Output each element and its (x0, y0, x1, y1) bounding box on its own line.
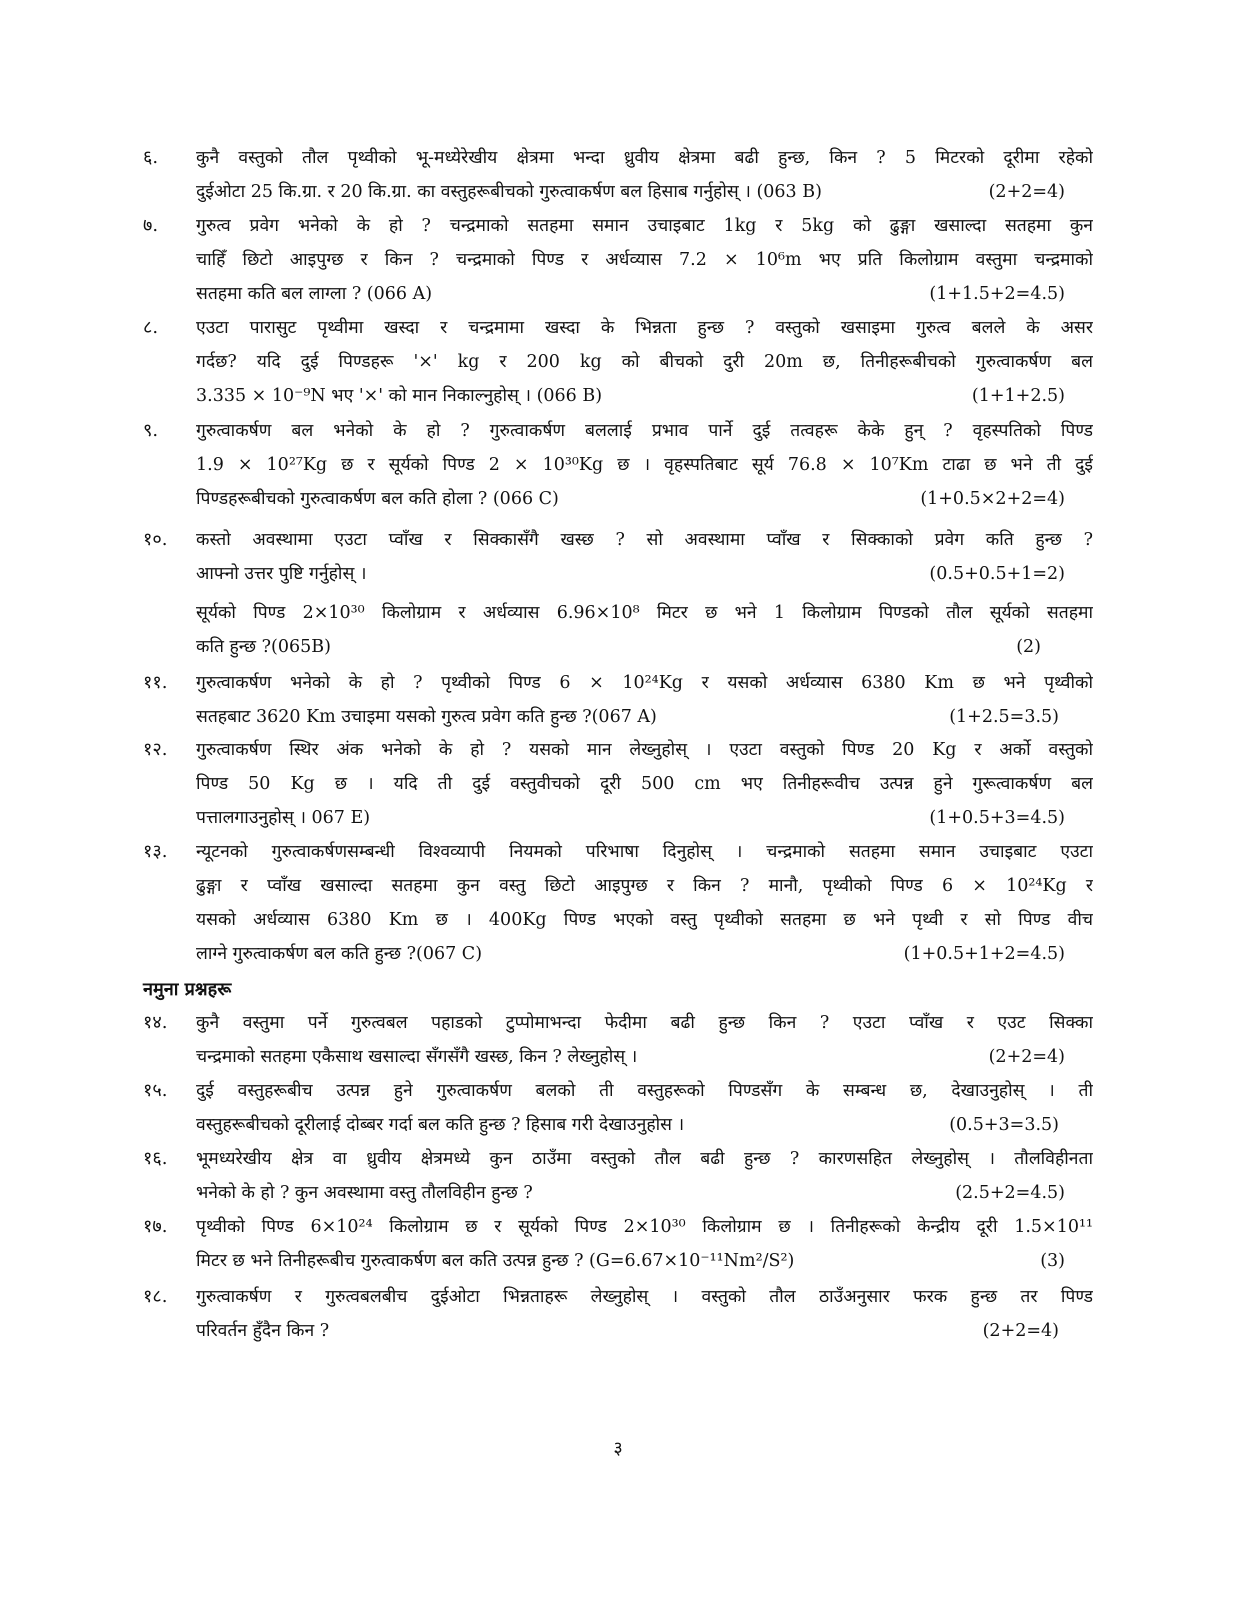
question-number: १४. (143, 1012, 168, 1033)
question-line: ढुङ्गा र प्वाँख खसाल्दा सतहमा कुन वस्तु छिटो आइपुग्छ र किन ? मानौ, पृथ्वीको पिण्ड 6 × 10²⁴Kg र (196, 876, 1093, 896)
section-heading: नमुना प्रश्नहरू (143, 979, 232, 1000)
marks-label: (1+0.5×2+2=4) (914, 482, 1065, 516)
question-line: सतहबाट 3620 Km उचाइमा यसको गुरुत्व प्रवेग कति हुन्छ ?(067 A) (196, 707, 657, 727)
question-number: १३. (143, 841, 168, 862)
question-line: भनेको के हो ? कुन अवस्थामा वस्तु तौलविहीन हुन्छ ? (196, 1183, 533, 1203)
question-number: ९. (143, 420, 159, 441)
question-number: ११. (143, 672, 168, 693)
question-line: वस्तुहरूबीचको दूरीलाई दोब्बर गर्दा बल कति हुन्छ ? हिसाब गरी देखाउनुहोस । (196, 1115, 685, 1135)
marks-label: (2.5+2=4.5) (949, 1176, 1065, 1210)
question-line: कुनै वस्तुको तौल पृथ्वीको भू-मध्येरेखीय क्षेत्रमा भन्दा ध्रुवीय क्षेत्रमा बढी हुन्छ, किन ? 5 मिटरको दूरीमा रहेको (196, 148, 1093, 168)
question-line: यसको अर्धव्यास 6380 Km छ । 400Kg पिण्ड भएको वस्तु पृथ्वीको सतहमा छ भने पृथ्वी र सो पिण्ड वीच (196, 910, 1093, 930)
question-line: दुईओटा 25 कि.ग्रा. र 20 कि.ग्रा. का वस्तुहरूबीचको गुरुत्वाकर्षण बल हिसाब गर्नुहोस् । (063 B) (196, 182, 822, 202)
question-line: पत्तालगाउनुहोस् । 067 E) (196, 808, 371, 828)
question-number: ७. (143, 215, 159, 236)
question-line: न्यूटनको गुरुत्वाकर्षणसम्बन्धी विश्वव्यापी नियमको परिभाषा दिनुहोस् । चन्द्रमाको सतहमा समान उचाइबाट एउटा (196, 842, 1093, 862)
marks-label: (2+2=4) (977, 1314, 1059, 1348)
question-line: कुनै वस्तुमा पर्ने गुरुत्वबल पहाडको टुप्पोमाभन्दा फेदीमा बढी हुन्छ किन ? एउटा प्वाँख र एउट सिक्का (196, 1013, 1093, 1033)
question-line: आफ्नो उत्तर पुष्टि गर्नुहोस् । (196, 564, 367, 584)
question-line: चन्द्रमाको सतहमा एकैसाथ खसाल्दा सँगसँगै खस्छ, किन ? लेख्नुहोस् । (196, 1047, 638, 1067)
question-line: चाहिँ छिटो आइपुग्छ र किन ? चन्द्रमाको पिण्ड र अर्धव्यास 7.2 × 10⁶m भए प्रति किलोग्राम वस्तुमा चन्द्रमाको (196, 250, 1093, 270)
question-line: पिण्डहरूबीचको गुरुत्वाकर्षण बल कति होला ? (066 C) (196, 489, 559, 509)
marks-label: (1+2.5=3.5) (943, 700, 1059, 734)
question-number: १०. (143, 529, 168, 550)
question-line: मिटर छ भने तिनीहरूबीच गुरुत्वाकर्षण बल कति उत्पन्न हुन्छ ? (G=6.67×10⁻¹¹Nm²/S²) (196, 1251, 795, 1271)
question-line: दुई वस्तुहरूबीच उत्पन्न हुने गुरुत्वाकर्षण बलको ती वस्तुहरूको पिण्डसँग के सम्बन्ध छ, देखाउनुहोस् । ती (196, 1081, 1093, 1101)
question-line: कस्तो अवस्थामा एउटा प्वाँख र सिक्कासँगै खस्छ ? सो अवस्थामा प्वाँख र सिक्काको प्रवेग कति हुन्छ ? (196, 530, 1093, 550)
question-line: गुरुत्व प्रवेग भनेको के हो ? चन्द्रमाको सतहमा समान उचाइबाट 1kg र 5kg को ढुङ्गा खसाल्दा सतहमा कुन (196, 216, 1093, 236)
marks-label: (2+2=4) (983, 1040, 1065, 1074)
marks-label: (1+1+2.5) (966, 379, 1065, 413)
question-number: १६. (143, 1148, 168, 1169)
question-number: १५. (143, 1080, 168, 1101)
question-number: १७. (143, 1216, 168, 1237)
marks-label: (1+0.5+1+2=4.5) (898, 937, 1065, 971)
page-number: ३ (613, 1438, 623, 1459)
question-number: १८. (143, 1286, 168, 1307)
question-line: 1.9 × 10²⁷Kg छ र सूर्यको पिण्ड 2 × 10³⁰Kg छ । वृहस्पतिबाट सूर्य 76.8 × 10⁷Km टाढा छ भने ती दुई (196, 455, 1093, 475)
question-line: गुरुत्वाकर्षण स्थिर अंक भनेको के हो ? यसको मान लेख्नुहोस् । एउटा वस्तुको पिण्ड 20 Kg र अर्को वस्तुको (196, 740, 1093, 760)
marks-label: (3) (1034, 1244, 1065, 1278)
question-line: सूर्यको पिण्ड 2×10³⁰ किलोग्राम र अर्धव्यास 6.96×10⁸ मिटर छ भने 1 किलोग्राम पिण्डको तौल सूर्यको सतहमा (196, 603, 1093, 623)
question-line: भूमध्यरेखीय क्षेत्र वा ध्रुवीय क्षेत्रमध्ये कुन ठाउँमा वस्तुको तौल बढी हुन्छ ? कारणसहित लेख्नुहोस् । तौलविहीनता (196, 1149, 1093, 1169)
question-line: कति हुन्छ ?(065B) (196, 637, 331, 657)
question-line: पृथ्वीको पिण्ड 6×10²⁴ किलोग्राम छ र सूर्यको पिण्ड 2×10³⁰ किलोग्राम छ । तिनीहरूको केन्द्रीय दूरी 1.5×10¹¹ (196, 1217, 1093, 1237)
question-line: गुरुत्वाकर्षण र गुरुत्वबलबीच दुईओटा भिन्नताहरू लेख्नुहोस् । वस्तुको तौल ठाउँअनुसार फरक हुन्छ तर पिण्ड (196, 1287, 1093, 1307)
marks-label: (0.5+3=3.5) (943, 1108, 1059, 1142)
question-number: ८. (143, 317, 159, 338)
marks-label: (1+1.5+2=4.5) (923, 277, 1065, 311)
question-line: 3.335 × 10⁻⁹N भए '×' को मान निकाल्नुहोस् । (066 B) (196, 386, 603, 406)
marks-label: (1+0.5+3=4.5) (923, 801, 1065, 835)
question-line: पिण्ड 50 Kg छ । यदि ती दुई वस्तुवीचको दूरी 500 cm भए तिनीहरूवीच उत्पन्न हुने गुरूत्वाकर्षण बल (196, 774, 1093, 794)
question-number: ६. (143, 147, 159, 168)
question-line: परिवर्तन हुँदैन किन ? (196, 1321, 330, 1341)
question-number: १२. (143, 739, 168, 760)
question-line: गुरुत्वाकर्षण बल भनेको के हो ? गुरुत्वाकर्षण बललाई प्रभाव पार्ने दुई तत्वहरू केके हुन् ? वृहस्पतिको पिण्ड (196, 421, 1093, 441)
question-line: गर्दछ? यदि दुई पिण्डहरू '×' kg र 200 kg को बीचको दुरी 20m छ, तिनीहरूबीचको गुरुत्वाकर्षण बल (196, 352, 1093, 372)
question-line: एउटा पारासुट पृथ्वीमा खस्दा र चन्द्रमामा खस्दा के भिन्नता हुन्छ ? वस्तुको खसाइमा गुरुत्व बलले के असर (196, 318, 1093, 338)
question-line: लाग्ने गुरुत्वाकर्षण बल कति हुन्छ ?(067 C) (196, 944, 483, 964)
marks-label: (0.5+0.5+1=2) (923, 557, 1065, 591)
question-line: सतहमा कति बल लाग्ला ? (066 A) (196, 284, 433, 304)
marks-label: (2+2=4) (983, 175, 1065, 209)
question-line: गुरुत्वाकर्षण भनेको के हो ? पृथ्वीको पिण्ड 6 × 10²⁴Kg र यसको अर्धव्यास 6380 Km छ भने पृथ्वीको (196, 673, 1093, 693)
marks-label: (2) (1010, 630, 1041, 664)
